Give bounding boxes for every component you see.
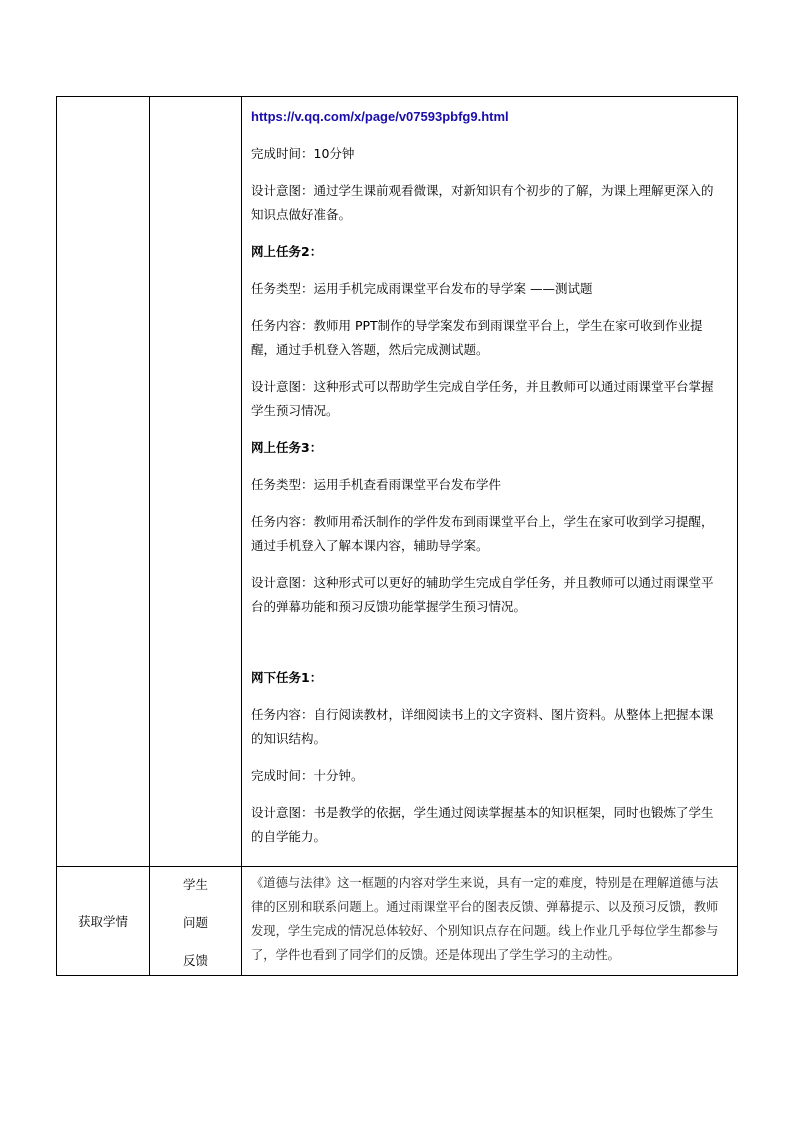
empty-label-cell	[57, 97, 150, 867]
task3-intent: 设计意图：这种形式可以更好的辅助学生完成自学任务，并且教师可以通过雨课堂平台的弹幕功能和预习反馈功能掌握学生预习情况。	[251, 575, 714, 614]
task3-content: 任务内容：教师用希沃制作的学件发布到雨课堂平台上，学生在家可收到学习提醒，通过手机登入了解本课内容，辅助导学案。	[251, 514, 714, 553]
offline-task1-intent: 设计意图：书是教学的依据，学生通过阅读掌握基本的知识框架，同时也锻炼了学生的自学能力。	[251, 805, 714, 844]
design-intent: 设计意图：通过学生课前观看微课，对新知识有个初步的了解，为课上理解更深入的知识点做好准备。	[251, 183, 714, 222]
offline-task1-title: 网下任务1：	[251, 670, 323, 685]
sublabel-cell	[150, 867, 242, 976]
completion-time: 完成时间：10分钟	[251, 146, 355, 161]
sub-label-feedback: 反馈	[182, 953, 208, 968]
content-cell	[242, 97, 738, 867]
video-link[interactable]: https://v.qq.com/x/page/v07593pbfg9.html	[251, 109, 509, 124]
feedback-cell	[242, 867, 738, 976]
task2-title: 网上任务2：	[251, 244, 323, 259]
spacer	[251, 632, 725, 666]
offline-task1-content: 任务内容：自行阅读教材，详细阅读书上的文字资料、图片资料。从整体上把握本课的知识结构。	[251, 707, 714, 746]
task3-title: 网上任务3：	[251, 440, 323, 455]
sub-label-problem: 问题	[182, 915, 208, 930]
sub-label-student: 学生	[182, 877, 208, 892]
task3-type: 任务类型：运用手机查看雨课堂平台发布学件	[251, 477, 502, 492]
section-label-cell	[57, 867, 150, 976]
feedback-text: 《道德与法律》这一框题的内容对学生来说，具有一定的难度，特别是在理解道德与法律的区别和联系问题上。通过雨课堂平台的图表反馈、弹幕提示、以及预习反馈，教师发现，学生完成的情况总体较好、个别知识点存在问题。线上作业几乎每位学生都参与了，学件也看到了同学们的反馈。还是体现出了学生学习的主动性。	[251, 876, 719, 962]
task2-type: 任务类型：运用手机完成雨课堂平台发布的导学案 ——测试题	[251, 281, 593, 296]
table-row	[57, 867, 738, 976]
lesson-plan-table	[56, 96, 738, 976]
section-label: 获取学情	[77, 914, 128, 929]
empty-sublabel-cell	[150, 97, 242, 867]
task2-intent: 设计意图：这种形式可以帮助学生完成自学任务，并且教师可以通过雨课堂平台掌握学生预习情况。	[251, 379, 714, 418]
table-row	[57, 97, 738, 867]
offline-task1-time: 完成时间：十分钟。	[251, 768, 364, 783]
task2-content: 任务内容：教师用 PPT制作的导学案发布到雨课堂平台上，学生在家可收到作业提醒，通过手机登入答题，然后完成测试题。	[251, 318, 703, 357]
